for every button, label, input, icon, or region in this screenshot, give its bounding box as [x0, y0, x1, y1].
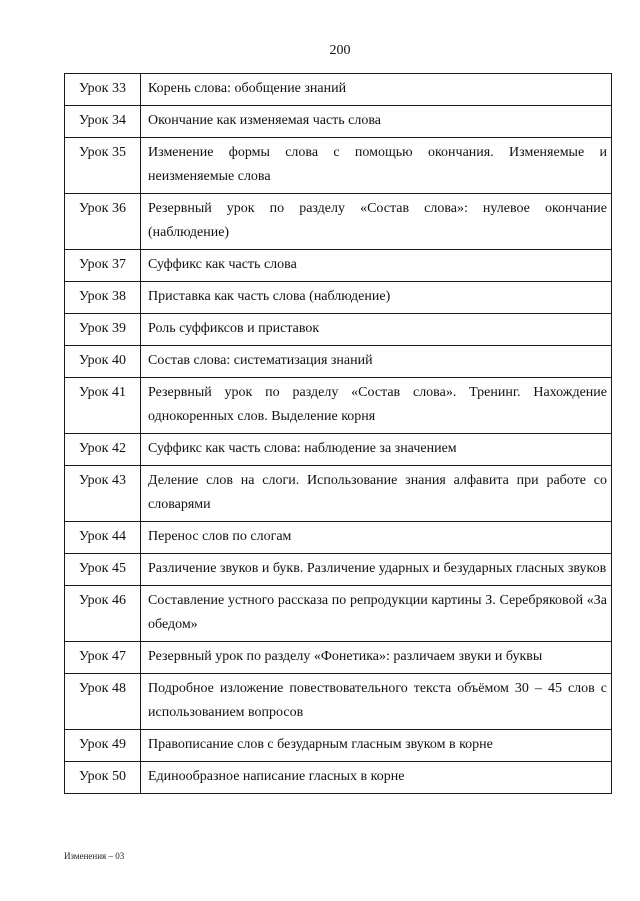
- lesson-topic: Резервный урок по разделу «Фонетика»: различаем звуки и буквы: [141, 642, 612, 674]
- table-row: [65, 74, 612, 106]
- table-row: [65, 194, 612, 250]
- lesson-topic: Перенос слов по слогам: [141, 522, 612, 554]
- table-row: [65, 378, 612, 434]
- lessons-table: [64, 73, 612, 794]
- table-row: [65, 434, 612, 466]
- lesson-number: Урок 43: [65, 466, 141, 522]
- lesson-topic: Корень слова: обобщение знаний: [141, 74, 612, 106]
- lesson-topic: Правописание слов с безударным гласным звуком в корне: [141, 730, 612, 762]
- table-row: [65, 642, 612, 674]
- table-row: [65, 138, 612, 194]
- table-row: [65, 586, 612, 642]
- lesson-number: Урок 41: [65, 378, 141, 434]
- lesson-number: Урок 50: [65, 762, 141, 794]
- table-row: [65, 522, 612, 554]
- lesson-number: Урок 39: [65, 314, 141, 346]
- lesson-topic: Единообразное написание гласных в корне: [141, 762, 612, 794]
- lesson-number: Урок 40: [65, 346, 141, 378]
- lesson-number: Урок 42: [65, 434, 141, 466]
- lesson-number: Урок 34: [65, 106, 141, 138]
- table-row: [65, 674, 612, 730]
- lesson-topic: Роль суффиксов и приставок: [141, 314, 612, 346]
- table-row: [65, 250, 612, 282]
- lesson-number: Урок 48: [65, 674, 141, 730]
- lesson-number: Урок 35: [65, 138, 141, 194]
- lesson-number: Урок 36: [65, 194, 141, 250]
- page-number: 200: [329, 43, 351, 58]
- lesson-number: Урок 33: [65, 74, 141, 106]
- lesson-topic: Подробное изложение повествовательного текста объёмом 30 – 45 слов с использованием вопросов: [141, 674, 612, 730]
- lesson-topic: Суффикс как часть слова: [141, 250, 612, 282]
- table-row: [65, 106, 612, 138]
- table-row: [65, 762, 612, 794]
- lessons-table-body: [65, 74, 612, 794]
- lesson-topic: Резервный урок по разделу «Состав слова». Тренинг. Нахождение однокоренных слов. Выделение корня: [141, 378, 612, 434]
- lesson-topic: Состав слова: систематизация знаний: [141, 346, 612, 378]
- lesson-topic: Суффикс как часть слова: наблюдение за значением: [141, 434, 612, 466]
- lesson-topic: Изменение формы слова с помощью окончания. Изменяемые и неизменяемые слова: [141, 138, 612, 194]
- lesson-number: Урок 38: [65, 282, 141, 314]
- lesson-number: Урок 49: [65, 730, 141, 762]
- lesson-number: Урок 44: [65, 522, 141, 554]
- lesson-topic: Приставка как часть слова (наблюдение): [141, 282, 612, 314]
- table-row: [65, 730, 612, 762]
- lesson-topic: Резервный урок по разделу «Состав слова»: нулевое окончание (наблюдение): [141, 194, 612, 250]
- lesson-number: Урок 46: [65, 586, 141, 642]
- table-row: [65, 554, 612, 586]
- table-row: [65, 282, 612, 314]
- table-row: [65, 346, 612, 378]
- lesson-topic: Окончание как изменяемая часть слова: [141, 106, 612, 138]
- footer-revision-note: Изменения – 03: [64, 851, 125, 861]
- lesson-number: Урок 45: [65, 554, 141, 586]
- lesson-topic: Составление устного рассказа по репродукции картины З. Серебряковой «За обедом»: [141, 586, 612, 642]
- table-row: [65, 314, 612, 346]
- table-row: [65, 466, 612, 522]
- lesson-number: Урок 47: [65, 642, 141, 674]
- lesson-topic: Различение звуков и букв. Различение ударных и безударных гласных звуков: [141, 554, 612, 586]
- lesson-number: Урок 37: [65, 250, 141, 282]
- lesson-topic: Деление слов на слоги. Использование знания алфавита при работе со словарями: [141, 466, 612, 522]
